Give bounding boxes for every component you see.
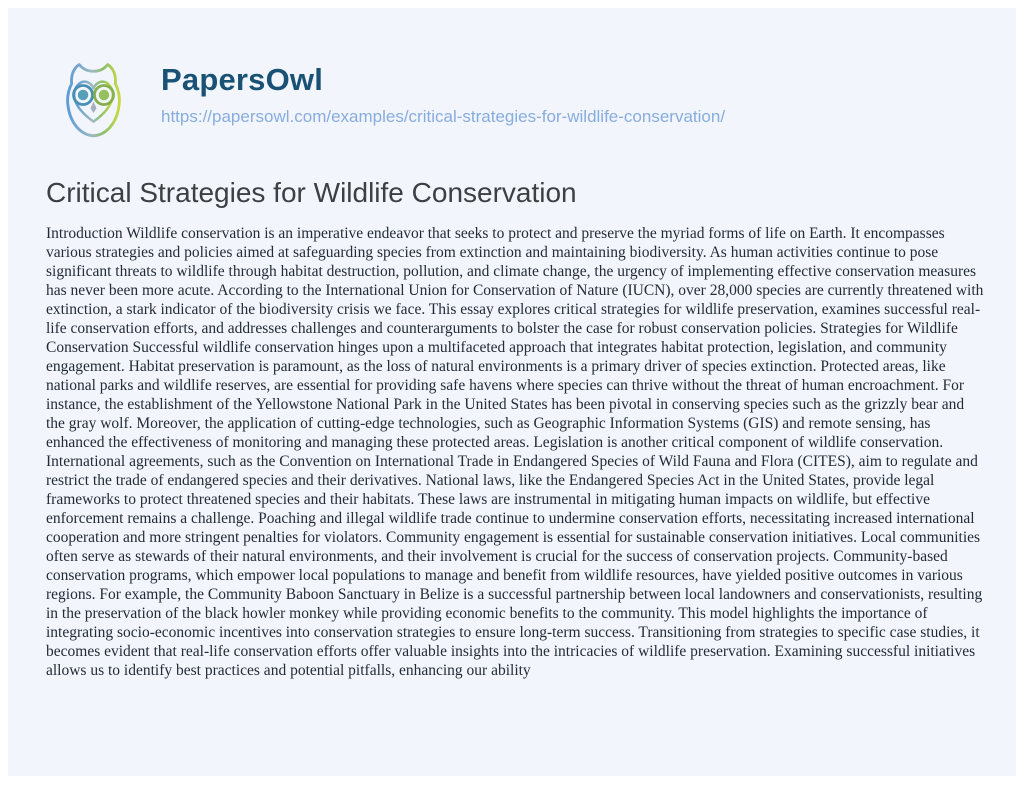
article-title: Critical Strategies for Wildlife Conservation (46, 177, 577, 208)
brand-header (46, 57, 982, 152)
brand-text-block (161, 57, 725, 128)
document-page (8, 8, 1016, 776)
owl-icon (46, 57, 141, 152)
article-body-text: Introduction Wildlife conservation is an imperative endeavor that seeks to protect and preserve the myriad forms of life on Earth. It encompasses various strategies and policies aimed at safeguarding species from extinction and maintaining biodiversity. As human activities continue to pose significant threats to wildlife through habitat destruction, pollution, and climate change, the urgency of implementing effective conservation measures has never been more acute. According to the International Union for Conservation of Nature (IUCN), over 28,000 species are currently threatened with extinction, a stark indicator of the biodiversity crisis we face. This essay explores critical strategies for wildlife preservation, examines successful real-life conservation efforts, and addresses challenges and counterarguments to bolster the case for robust conservation policies. Strategies for Wildlife Conservation Successful wildlife conservation hinges upon a multifaceted approach that integrates habitat protection, legislation, and community engagement. Habitat preservation is paramount, as the loss of natural environments is a primary driver of species extinction. Protected areas, like national parks and wildlife reserves, are essential for providing safe havens where species can thrive without the threat of human encroachment. For instance, the establishment of the Yellowstone National Park in the United States has been pivotal in conserving species such as the grizzly bear and the gray wolf. Moreover, the application of cutting-edge technologies, such as Geographic Information Systems (GIS) and remote sensing, has enhanced the effectiveness of monitoring and managing these protected areas. Legislation is another critical component of wildlife conservation. International agreements, such as the Convention on International Trade in Endangered Species of Wild Fauna and Flora (CITES), aim to regulate and restrict the trade of endangered species and their derivatives. National laws, like the Endangered Species Act in the United States, provide legal frameworks to protect threatened species and their habitats. These laws are instrumental in mitigating human impacts on wildlife, but effective enforcement remains a challenge. Poaching and illegal wildlife trade continue to undermine conservation efforts, necessitating increased international cooperation and more stringent penalties for violators. Community engagement is essential for sustainable conservation initiatives. Local communities often serve as stewards of their natural environments, and their involvement is crucial for the success of conservation projects. Community-based conservation programs, which empower local populations to manage and benefit from wildlife resources, have yielded positive outcomes in various regions. For example, the Community Baboon Sanctuary in Belize is a successful partnership between local landowners and conservationists, resulting in the preservation of the black howler monkey while providing economic benefits to the community. This model highlights the importance of integrating socio-economic incentives into conservation strategies to ensure long-term success. Transitioning from strategies to specific case studies, it becomes evident that real-life conservation efforts offer valuable insights into the intricacies of wildlife preservation. Examining successful initiatives allows us to identify best practices and potential pitfalls, enhancing our ability (46, 225, 984, 679)
source-url-link[interactable]: https://papersowl.com/examples/critical-strategies-for-wildlife-conservation/ (161, 107, 726, 126)
owl-beak (90, 102, 96, 113)
brand-name: PapersOwl (161, 62, 324, 97)
